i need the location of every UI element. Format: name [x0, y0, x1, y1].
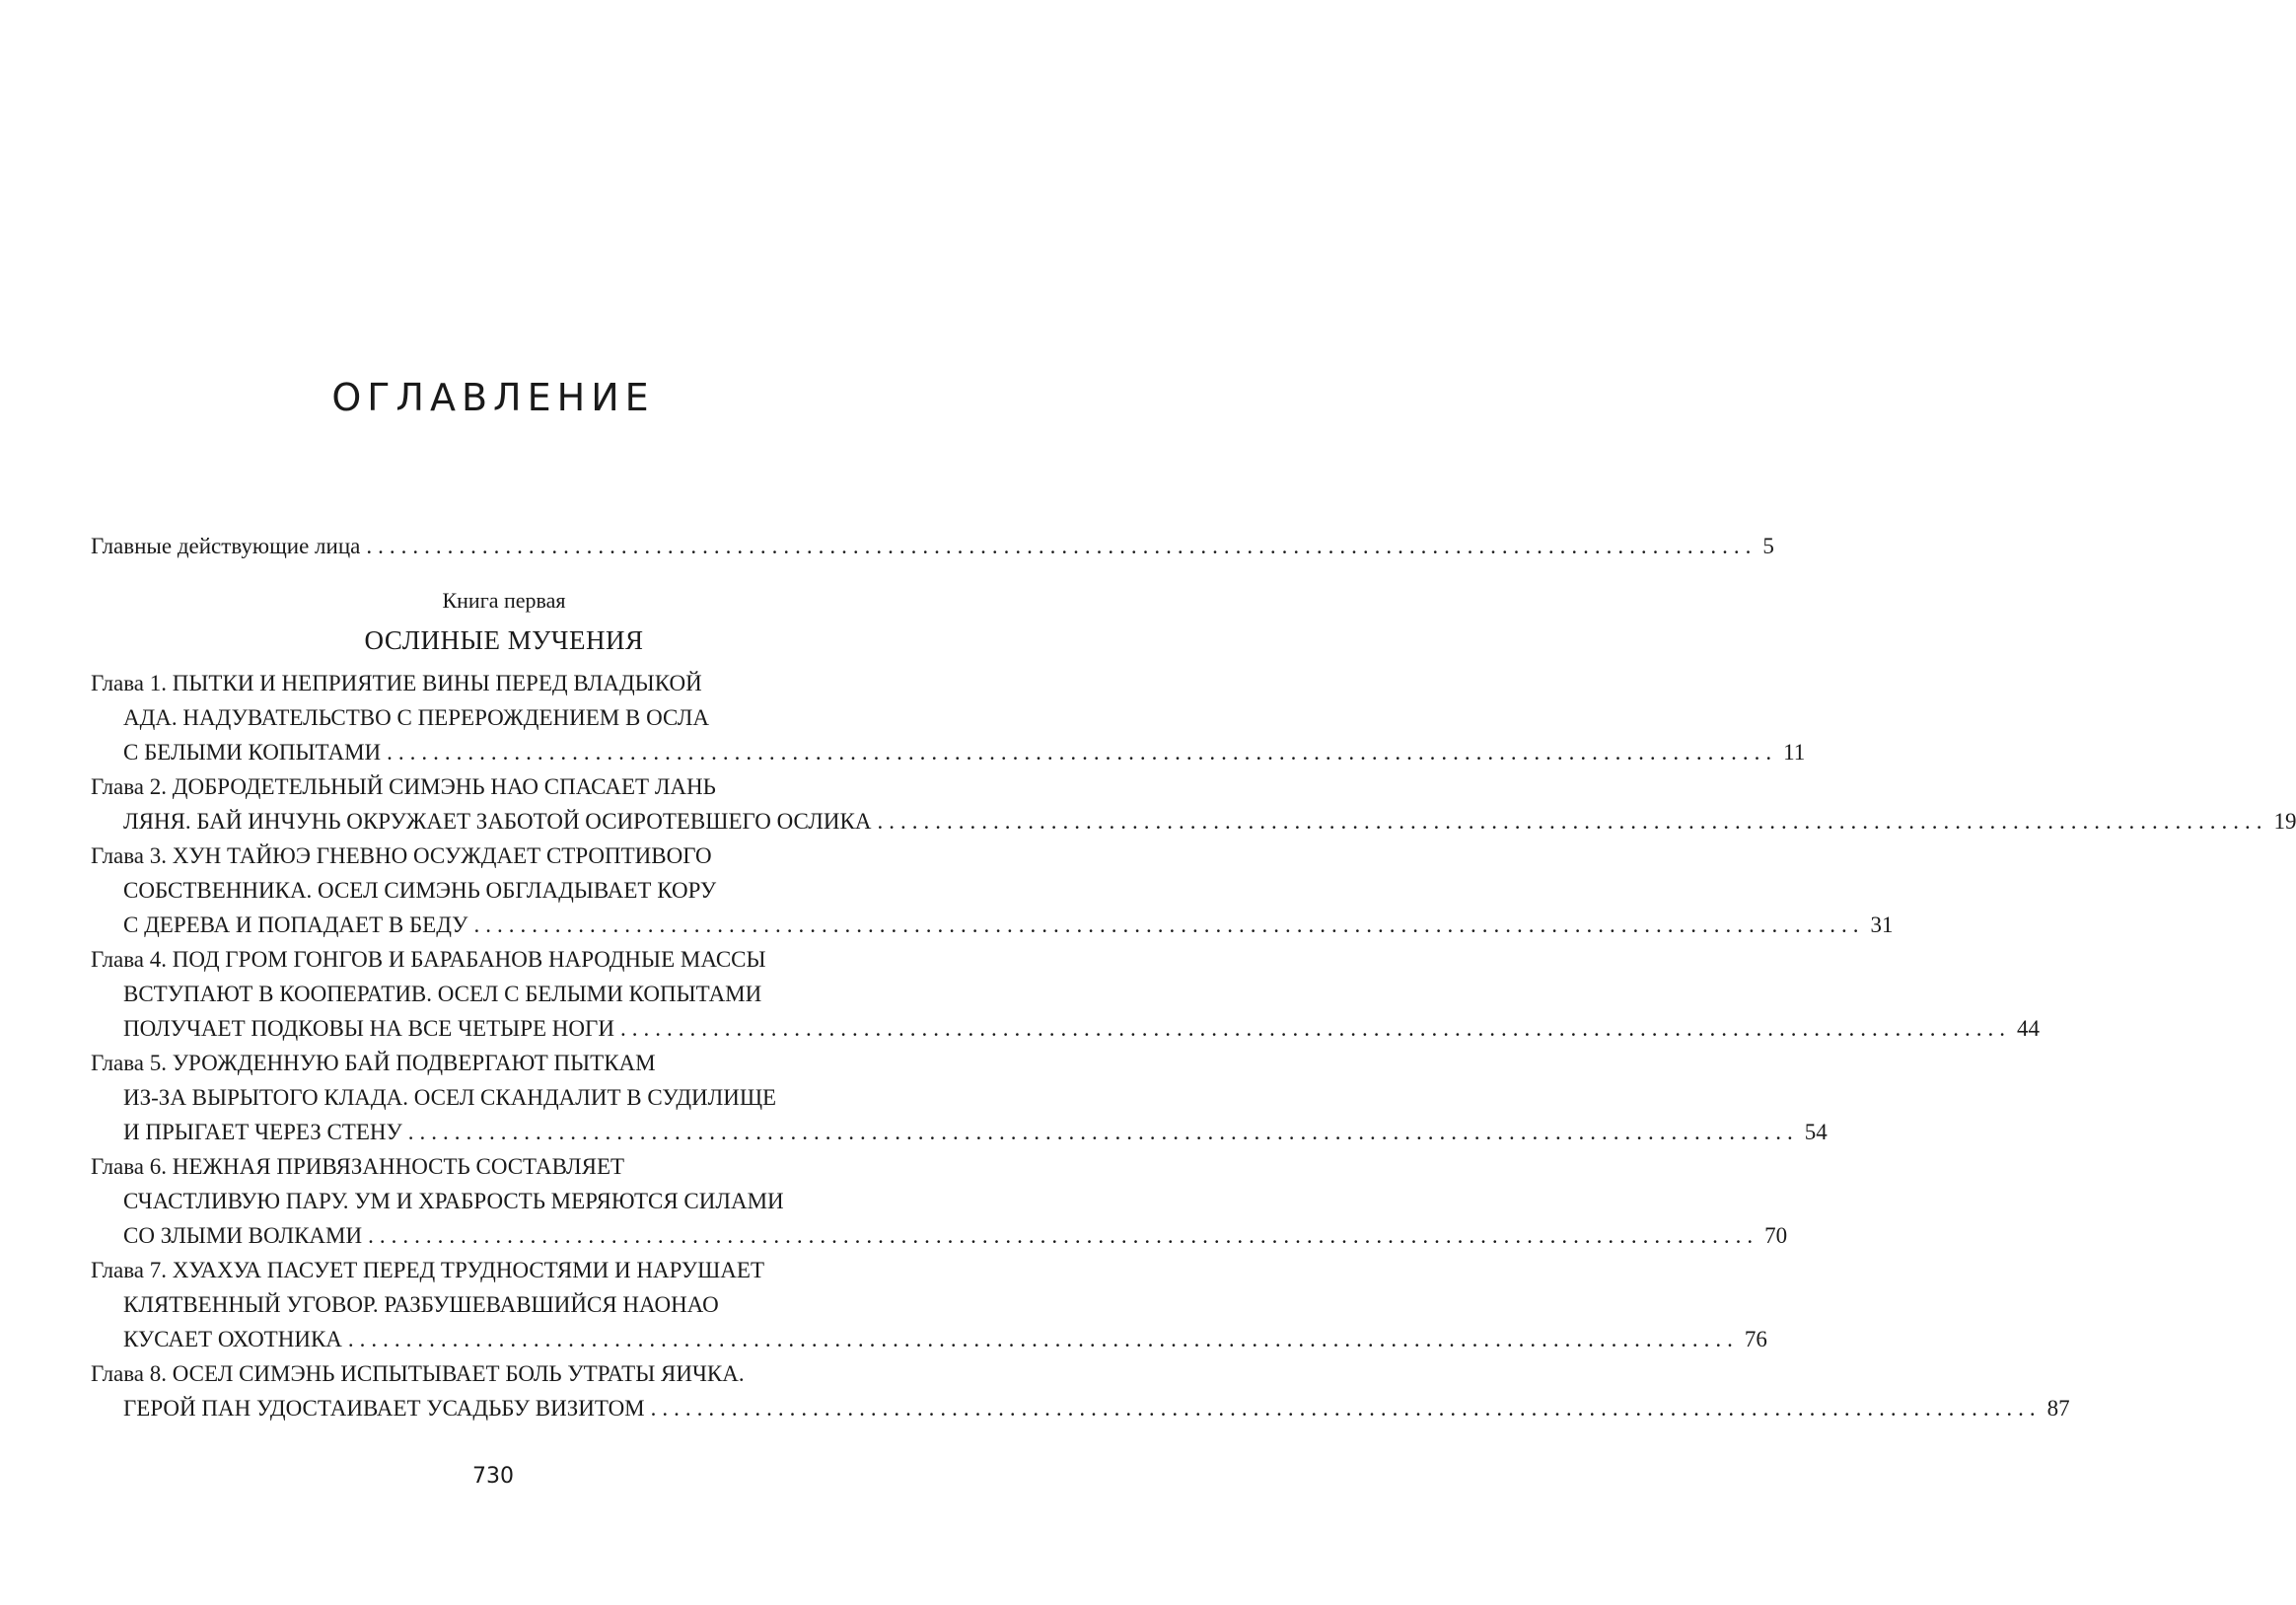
chapter-line: Глава 8. ОСЕЛ СИМЭНЬ ИСПЫТЫВАЕТ БОЛЬ УТРАТЫ ЯИЧКА.: [91, 1361, 745, 1386]
dot-leader: ........................................................................................................................: [347, 1327, 1739, 1351]
chapter-page: 31: [1870, 912, 1894, 937]
dot-leader: ........................................................................................................................: [407, 1120, 1799, 1144]
chapter-page: 19: [2273, 809, 2296, 834]
chapter-line: ПОЛУЧАЕТ ПОДКОВЫ НА ВСЕ ЧЕТЫРЕ НОГИ: [123, 1016, 614, 1041]
toc-chapter-8[interactable]: [91, 1356, 2070, 1425]
dot-leader: ........................................................................................................................: [473, 912, 1865, 937]
book-heading: Книга первая: [442, 588, 566, 613]
chapter-line: АДА. НАДУВАТЕЛЬСТВО С ПЕРЕРОЖДЕНИЕМ В ОСЛА: [123, 705, 709, 730]
chapter-line: Глава 1. ПЫТКИ И НЕПРИЯТИЕ ВИНЫ ПЕРЕД ВЛАДЫКОЙ: [91, 671, 702, 695]
chapter-line: И ПРЫГАЕТ ЧЕРЕЗ СТЕНУ: [123, 1120, 402, 1144]
dot-leader: ........................................................................................................................: [877, 809, 2268, 834]
chapter-line: Глава 7. ХУАХУА ПАСУЕТ ПЕРЕД ТРУДНОСТЯМИ И НАРУШАЕТ: [91, 1258, 765, 1282]
chapter-page: 87: [2046, 1396, 2070, 1421]
dot-leader: ........................................................................................................................: [619, 1016, 2011, 1041]
chapter-line: ВСТУПАЮТ В КООПЕРАТИВ. ОСЕЛ С БЕЛЫМИ КОПЫТАМИ: [123, 982, 762, 1006]
chapter-page: 54: [1804, 1120, 1828, 1144]
chapter-page: 11: [1783, 740, 1806, 765]
chapter-line: Глава 4. ПОД ГРОМ ГОНГОВ И БАРАБАНОВ НАРОДНЫЕ МАССЫ: [91, 947, 766, 972]
front-matter-label: Главные действующие лица: [91, 534, 361, 558]
page-title: ОГЛАВЛЕНИЕ: [331, 376, 655, 420]
toc-front-matter[interactable]: [91, 529, 1774, 563]
chapter-line: Глава 3. ХУН ТАЙЮЭ ГНЕВНО ОСУЖДАЕТ СТРОПТИВОГО: [91, 843, 712, 868]
chapter-line: КЛЯТВЕННЫЙ УГОВОР. РАЗБУШЕВАВШИЙСЯ НАОНАО: [123, 1292, 719, 1317]
toc-chapter-6[interactable]: [91, 1149, 1788, 1253]
chapter-line: Глава 5. УРОЖДЕННУЮ БАЙ ПОДВЕРГАЮТ ПЫТКАМ: [91, 1051, 656, 1075]
chapter-line: С БЕЛЫМИ КОПЫТАМИ: [123, 740, 382, 765]
chapter-line: Глава 2. ДОБРОДЕТЕЛЬНЫЙ СИМЭНЬ НАО СПАСАЕТ ЛАНЬ: [91, 774, 716, 799]
chapter-line: СЧАСТЛИВУЮ ПАРУ. УМ И ХРАБРОСТЬ МЕРЯЮТСЯ СИЛАМИ: [123, 1189, 784, 1213]
chapter-line: С ДЕРЕВА И ПОПАДАЕТ В БЕДУ: [123, 912, 468, 937]
toc-chapter-5[interactable]: [91, 1046, 1828, 1149]
table-of-contents: [91, 529, 2296, 1425]
chapter-line: СОБСТВЕННИКА. ОСЕЛ СИМЭНЬ ОБГЛАДЫВАЕТ КОРУ: [123, 878, 717, 903]
chapter-page: 76: [1744, 1327, 1767, 1351]
dot-leader: ........................................................................................................................: [368, 1223, 1759, 1248]
chapter-line: СО ЗЛЫМИ ВОЛКАМИ: [123, 1223, 363, 1248]
dot-leader: ........................................................................................................................: [366, 534, 1758, 558]
chapter-page: 44: [2016, 1016, 2040, 1041]
chapter-page: 70: [1764, 1223, 1788, 1248]
chapter-line: ИЗ-ЗА ВЫРЫТОГО КЛАДА. ОСЕЛ СКАНДАЛИТ В СУДИЛИЩЕ: [123, 1085, 777, 1110]
toc-chapter-2[interactable]: [91, 769, 2296, 839]
dot-leader: ........................................................................................................................: [650, 1396, 2042, 1421]
toc-chapter-4[interactable]: [91, 942, 2040, 1046]
toc-chapter-1[interactable]: [91, 666, 1806, 769]
chapter-line: КУСАЕТ ОХОТНИКА: [123, 1327, 342, 1351]
chapter-line: Глава 6. НЕЖНАЯ ПРИВЯЗАННОСТЬ СОСТАВЛЯЕТ: [91, 1154, 625, 1179]
chapter-line: ЛЯНЯ. БАЙ ИНЧУНЬ ОКРУЖАЕТ ЗАБОТОЙ ОСИРОТЕВШЕГО ОСЛИКА: [123, 809, 872, 834]
dot-leader: ........................................................................................................................: [387, 740, 1778, 765]
front-matter-page: 5: [1762, 534, 1774, 558]
chapter-line: ГЕРОЙ ПАН УДОСТАИВАЕТ УСАДЬБУ ВИЗИТОМ: [123, 1396, 645, 1421]
toc-chapter-3[interactable]: [91, 839, 1894, 942]
page-number: 730: [472, 1464, 514, 1489]
book-title: ОСЛИНЫЕ МУЧЕНИЯ: [364, 625, 644, 655]
toc-chapter-7[interactable]: [91, 1253, 1767, 1356]
